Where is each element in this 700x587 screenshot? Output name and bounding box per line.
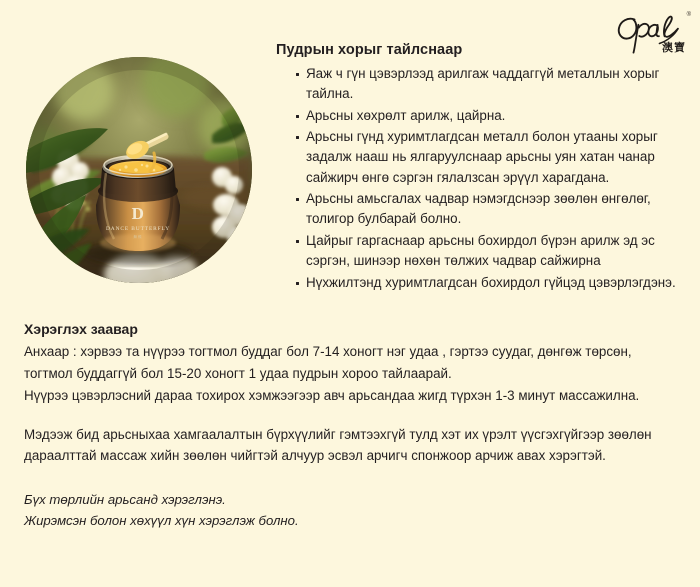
svg-text:舞蝶: 舞蝶 (133, 235, 143, 239)
registered-mark: ® (686, 12, 691, 18)
feature-list-item: Цайрыг гаргаснаар арьсны бохирдол бүрэн арилж эд эс сэргэн, шинээр нөхөн төлжих чадвар сайжирна (296, 231, 680, 272)
feature-list-item: Арьсны хөхрөлт арилж, цайрна. (296, 106, 680, 126)
usage-paragraph-2: Нүүрээ цэвэрлэсний дараа тохирох хэмжээгээр авч арьсандаа жигд түрхэн 1-3 минут массажилна. (24, 387, 640, 403)
usage-notes (24, 490, 680, 532)
product-photo (26, 57, 252, 283)
feature-list-item: Яаж ч гүн цэвэрлээд арилгаж чаддаггүй металлын хорыг тайлна. (296, 64, 680, 105)
feature-list-item: Нүхжилтэнд хуримтлагдсан бохирдол гүйцэд цэвэрлэгдэнэ. (296, 273, 680, 293)
brand-cjk-name: 澳寶 (662, 41, 686, 54)
product-photo-image (26, 57, 252, 283)
feature-list-item: Арьсны амьсгалах чадвар нэмэгдснээр зөөлөн өнгөлөг, толигор булбарай болно. (296, 189, 680, 230)
usage-paragraph-1: Анхаар : хэрвээ та нүүрээ тогтмол буддаг бол 7-14 хоногт нэг удаа , гэртээ суудаг, дөнгөж төрсөн, тогтмол буддаггүй бол 15-20 хоногт 1 удаа пудрын хороо тайлаарай. (24, 344, 632, 382)
usage-section-title: Хэрэглэх заавар (24, 321, 138, 337)
feature-list (276, 64, 680, 293)
feature-section (276, 40, 680, 294)
svg-text:D: D (131, 204, 145, 223)
usage-note-1: Бүх төрлийн арьсанд хэрэглэнэ. (24, 491, 226, 507)
feature-section-title: Пудрын хорыг тайлснаар (276, 42, 463, 58)
usage-section (24, 318, 680, 532)
usage-note-2: Жирэмсэн болон хөхүүл хүн хэрэглэж болно. (24, 512, 299, 528)
usage-paragraph-3: Мэдээж бид арьсныхаа хамгаалалтын бүрхүүлийг гэмтээхгүй тулд хэт их үрэлт үүсгэхгүйгээр зөөлөн дараалттай массаж хийн зөөлөн чийгтэй алчуур эсвэл арчигч спонжоор арчиж авах хэрэгтэй. (24, 426, 652, 464)
feature-list-item: Арьсны гүнд хуримтлагдсан металл болон утааны хорыг задалж нааш нь ялгаруулснаар арьсны уян хатан чанар сайжирч өнгө сэргэн гялалзсан эрүүл харагдана. (296, 127, 680, 188)
svg-text:DANCE BUTTERFLY: DANCE BUTTERFLY (105, 226, 171, 232)
